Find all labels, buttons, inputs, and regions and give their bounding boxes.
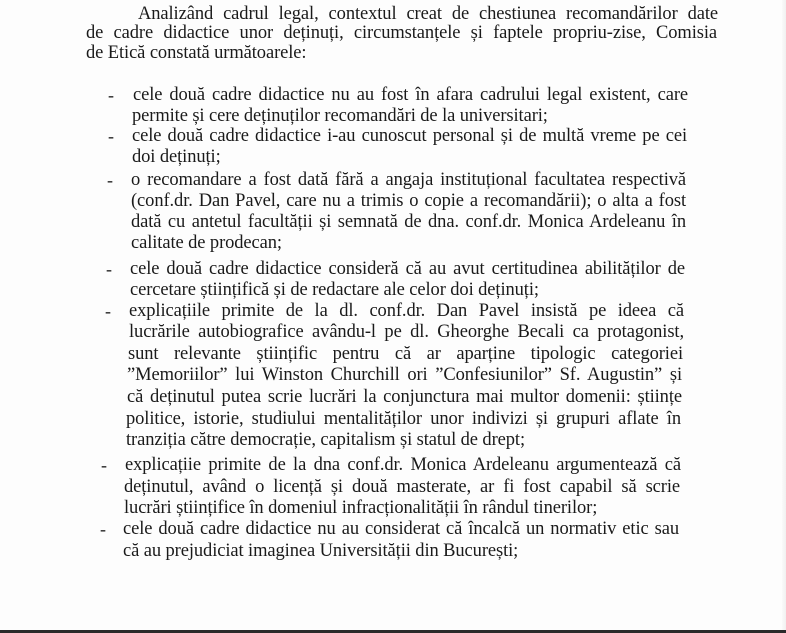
list-item-line: tranziția către democrație, capitalism și statul de drept; (126, 430, 525, 450)
list-item-line: că au prejudiciat imaginea Universității din București; (123, 541, 519, 561)
dash-bullet: - (105, 301, 111, 321)
list-item-line: explicațiile primite de la dl. conf.dr. Dan Pavel insistă pe ideea că (129, 301, 684, 321)
dash-bullet: - (108, 126, 114, 146)
dash-bullet: - (108, 85, 114, 105)
list-item-line: cele două cadre didactice i-au cunoscut personal și de multă vreme pe cei (132, 126, 687, 146)
intro-line-2: de cadre didactice unor deținuți, circumstanțele și faptele propriu-zise, Comisia (86, 23, 717, 43)
list-item-line: ”Memoriilor” lui Winston Churchill ori ”Confesiunilor” Sf. Augustin” și (127, 365, 682, 385)
list-item-line: lucrări științifice în domeniul infracționalității în rândul tinerilor; (124, 498, 598, 518)
list-item-line: cele două cadre didactice consideră că au avut certitudinea abilităților de (130, 259, 685, 279)
list-item-line: o recomandare a fost dată fără a angaja instituțional facultatea respectivă (131, 170, 686, 190)
dash-bullet: - (106, 259, 112, 279)
dash-bullet: - (100, 519, 106, 539)
list-item-line: lucrările autobiografice avându-l pe dl. Gheorghe Becali ca protagonist, (129, 322, 684, 342)
list-item-line: cele două cadre didactice nu au considerat că încalcă un normativ etic sau (123, 519, 679, 539)
list-item-line: doi deținuți; (132, 147, 221, 167)
dash-bullet: - (101, 455, 107, 475)
list-item-line: calitate de prodecan; (131, 233, 282, 253)
list-item-line: (conf.dr. Dan Pavel, care nu a trimis o copie a recomandării); o alta a fost (131, 191, 686, 211)
intro-line-3: de Etică constată următoarele: (86, 43, 307, 63)
list-item-line: cele două cadre didactice nu au fost în afara cadrului legal existent, care (133, 85, 688, 105)
list-item-line: explicațiie primite de la dna conf.dr. Monica Ardeleanu argumentează că (125, 455, 681, 475)
list-item-line: sunt relevante științific pentru că ar aparține tipologic categoriei (128, 344, 683, 364)
list-item-line: permite și cere deținuților recomandări de la universitari; (132, 106, 548, 126)
list-item-line: cercetare științifică și de redactare ale celor doi deținuți; (130, 280, 539, 300)
intro-line-1: Analizând cadrul legal, contextul creat de chestiunea recomandărilor date (138, 4, 718, 24)
list-item-line: politice, istorie, studiului mentalităților unor indivizi și grupuri aflate în (126, 409, 681, 429)
page-edge-shadow (782, 0, 786, 630)
list-item-line: dată cu antetul facultății și semnată de dna. conf.dr. Monica Ardeleanu în (131, 212, 686, 232)
list-item-line: că deținutul putea scrie lucrări la conjunctura mai multor domenii: științe (127, 387, 682, 407)
dash-bullet: - (107, 170, 113, 190)
list-item-line: deținutul, având o licență și două masterate, ar fi fost capabil să scrie (124, 477, 680, 497)
